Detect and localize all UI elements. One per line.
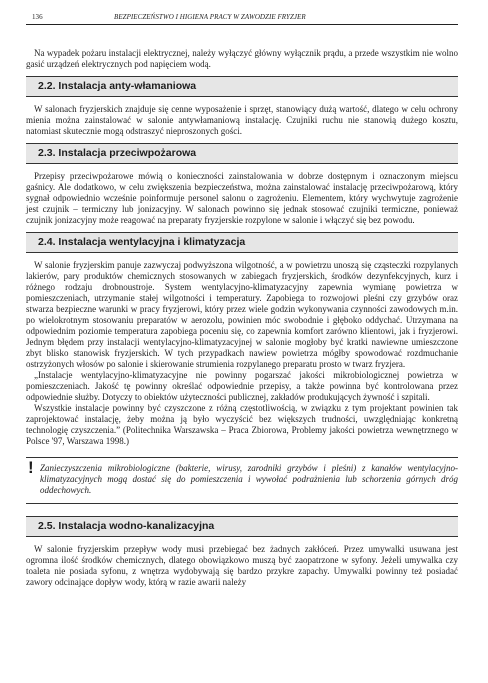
exclamation-icon: !	[28, 458, 34, 477]
section-heading-2-3: 2.3. Instalacja przeciwpożarowa	[26, 143, 458, 164]
paragraph: W salonach fryzjerskich znajduje się cenne wyposażenie i sprzęt, stanowiący dużą wartość, dlatego w celu ochrony mienia można zainstalować w salonie antywłamaniową instalację. Czujniki ruchu nie stanowią dużego kosztu, natomiast skutecznie mogą odstraszyć nieproszonych gości.	[26, 104, 458, 136]
section-heading-2-4: 2.4. Instalacja wentylacyjna i klimatyzacja	[26, 232, 458, 253]
paragraph: W salonie fryzjerskim panuje zazwyczaj podwyższona wilgotność, a w powietrzu unoszą się cząsteczki rozpylanych lakierów, pary produktów chemicznych stosowanych w zabiegach fryzjerskich, środków dezynfekcyjnych, kurz i różnego rodzaju drobnoustroje. System wentylacyjno-klimatyzacyjny zapewnia wymianę powietrza w pomieszczeniach, utrzymanie stałej wilgotności i temperatury. Zapobiega to rozwojowi pleśni czy grzybów oraz stwarza bezpieczne warunki w pracy fryzjerowi, który przez wiele godzin wykonywania czynności zawodowych m.in. po wielokrotnym stosowaniu preparatów w aerozolu, powinien móc swobodnie i głęboko oddychać. Utrzymana na odpowiednim poziomie temperatura zapobiega poceniu się, co zapewnia komfort zarówno klientowi, jak i fryzjerowi. Jednym błędem przy instalacji wentylacyjno-klimatyzacyjnej w salonie mogłoby być kratki nawiewne umieszczone zbyt blisko stanowisk fryzjerskich. W tych przypadkach nawiew powietrza mógłby spowodować rozdmuchanie ostrzyżonych włosów po salonie i skierowanie strumienia rozpylanego preparatu prosto w twarz fryzjera.	[26, 260, 458, 369]
running-header	[26, 11, 458, 25]
page-number: 136	[32, 13, 43, 21]
section-heading-2-5: 2.5. Instalacja wodno-kanalizacyjna	[26, 516, 458, 537]
section-heading-2-2: 2.2. Instalacja anty-włamaniowa	[26, 76, 458, 97]
intro-paragraph: Na wypadek pożaru instalacji elektrycznej, należy wyłączyć główny wyłącznik prądu, a przede wszystkim nie wolno gasić urządzeń elektrycznych pod napięciem wodą.	[26, 48, 458, 69]
warning-note-text: Zanieczyszczenia mikrobiologiczne (bakterie, wirusy, zarodniki grzybów i pleśni) z kanałów wentylacyjno-klimatyzacyjnych mogą dostać się do pomieszczenia i wywołać podrażnienia lub schorzenia górnych dróg oddechowych.	[40, 463, 458, 495]
quote-paragraph: „Instalacje wentylacyjno-klimatyzacyjne nie powinny pogarszać jakości mikrobiologicznej powietrza w pomieszczeniach. Jakość tę powinny określać odpowiednie przepisy, a także powinna być kontrolowana przez odpowiednie służby. Dotyczy to obiektów użyteczności publicznej, zakładów produkujących żywność i szpitali.	[26, 370, 458, 402]
running-title: BEZPIECZEŃSTWO I HIGIENA PRACY W ZAWODZIE FRYZJER	[114, 13, 306, 21]
paragraph: W salonie fryzjerskim przepływ wody musi przebiegać bez żadnych zakłóceń. Przez umywalki usuwana jest ogromna ilość środków chemicznych, dlatego obowiązkowo muszą być zaopatrzone w syfony. Jeżeli umywalka czy toaleta nie posiada syfonu, z wnętrza wydobywają się bardzo przykre zapachy. Umywalki powinny też posiadać zawory odcinające dopływ wody, którą w razie awarii należy	[26, 544, 458, 587]
paragraph: Przepisy przeciwpożarowe mówią o konieczności zainstalowania w dobrze dostępnym i oznaczonym miejscu gaśnicy. Ale dodatkowo, w celu zwiększenia bezpieczeństwa, można zainstalować instalację przeciwpożarową, który sygnał odpowiednio wcześnie poinformuje personel salonu o zagrożeniu. Elementem, który wychwytuje zagrożenie jest czujnik – termiczny lub jonizacyjny. W salonach powinno się jednak stosować czujniki termiczne, ponieważ czujnik jonizacyjny może reagować na preparaty fryzjerskie rozpylone w salonie i włączyć się bez powodu.	[26, 171, 458, 225]
page-content	[26, 48, 458, 588]
quote-paragraph: Wszystkie instalacje powinny być czyszczone z różną częstotliwością, w związku z tym projektant powinien tak zaprojektować instalację, żeby można ją było wyczyścić bez większych trudności, uwzględniając konkretną technologię czyszczenia.” (Politechnika Warszawska – Praca Zbiorowa, Problemy jakości powietrza wewnętrznego w Polsce '97, Warszawa 1998.)	[26, 403, 458, 446]
warning-note	[26, 457, 458, 504]
